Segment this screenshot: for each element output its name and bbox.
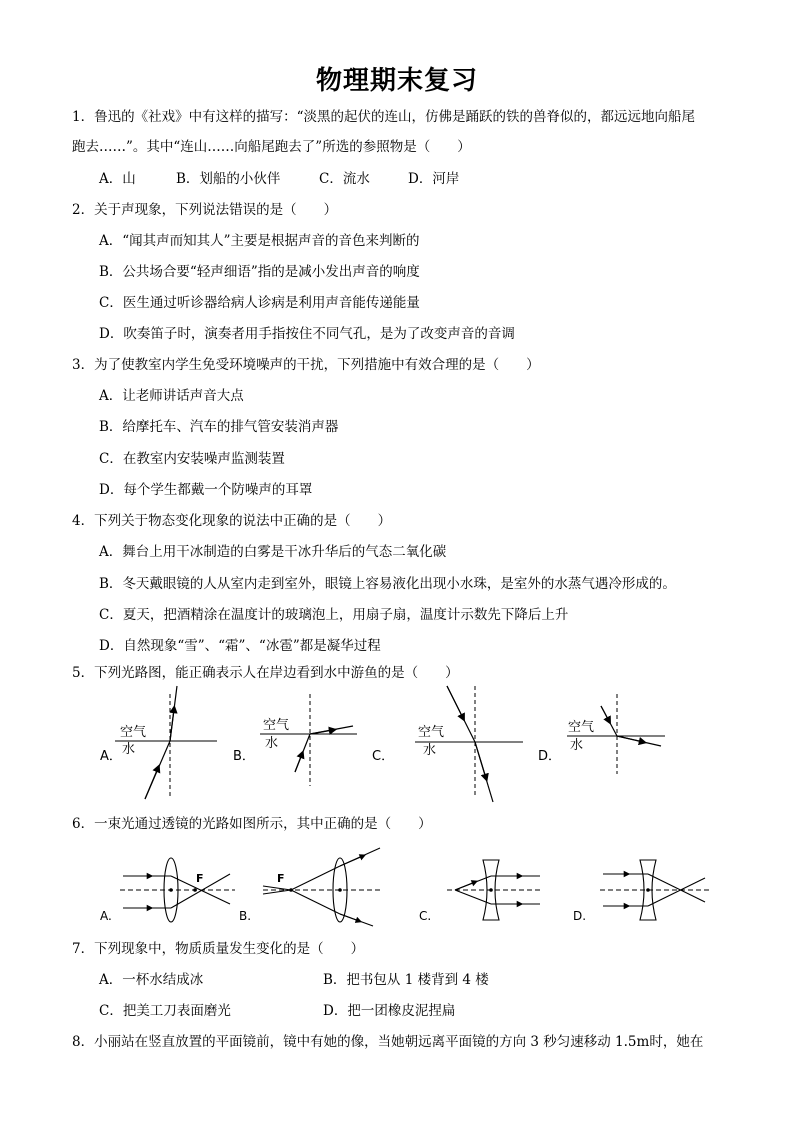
- q7-option-b: B．把书包从 1 楼背到 4 楼: [323, 972, 489, 988]
- q5-diagram-c: [372, 686, 523, 802]
- q4-option-d: D．自然现象“雪”、“霜”、“冰雹”都是凝华过程: [99, 638, 381, 654]
- q5-label-d: D．: [538, 749, 562, 764]
- q5-a-water-label: 水: [122, 742, 136, 757]
- q1-stem-line1: 1．鲁迅的《社戏》中有这样的描写：“淡黑的起伏的连山，仿佛是踊跃的铁的兽脊似的，都远远地向船尾: [72, 109, 695, 125]
- q3-stem: 3．为了使教室内学生免受环境噪声的干扰，下列措施中有效合理的是（ ）: [72, 357, 540, 373]
- q1-option-a: A．山: [99, 171, 136, 187]
- q6-label-a: A.: [100, 909, 112, 923]
- q1-option-d: D．河岸: [408, 171, 460, 187]
- q4-option-b: B．冬天戴眼镜的人从室内走到室外，眼镜上容易液化出现小水珠，是室外的水蒸气遇冷形成的。: [99, 576, 676, 592]
- q5-diagram-a: [100, 686, 217, 799]
- q5-refraction-diagrams: [95, 684, 735, 804]
- q3-option-b: B．给摩托车、汽车的排气管安装消声器: [99, 419, 339, 435]
- q6-b-focus-label: F: [277, 872, 285, 885]
- q6-lens-diagrams: [95, 846, 735, 928]
- q2-option-c: C．医生通过听诊器给病人诊病是利用声音能传递能量: [99, 295, 420, 311]
- q1-stem-line2: 跑去……”。其中“连山……向船尾跑去了”所选的参照物是（ ）: [72, 139, 471, 155]
- q7-option-d: D．把一团橡皮泥捏扁: [323, 1003, 456, 1019]
- q2-stem: 2．关于声现象，下列说法错误的是（ ）: [72, 202, 338, 218]
- q5-label-b: B．: [233, 749, 255, 764]
- q6-diagram-d: [573, 860, 710, 923]
- q5-d-water-label: 水: [570, 738, 584, 753]
- q6-diagram-c: [419, 860, 543, 923]
- q3-option-d: D．每个学生都戴一个防噪声的耳罩: [99, 482, 313, 498]
- q4-option-c: C．夏天，把酒精涂在温度计的玻璃泡上，用扇子扇，温度计示数先下降后上升: [99, 607, 569, 623]
- q1-option-b: B．划船的小伙伴: [176, 171, 281, 187]
- q4-option-a: A．舞台上用干冰制造的白雾是干冰升华后的气态二氧化碳: [99, 544, 447, 560]
- q5-d-air-label: 空气: [568, 720, 595, 735]
- q6-stem: 6．一束光通过透镜的光路如图所示，其中正确的是（ ）: [72, 816, 432, 832]
- q6-label-d: D.: [573, 909, 587, 923]
- q8-stem-line1: 8．小丽站在竖直放置的平面镜前，镜中有她的像，当她朝远离平面镜的方向 3 秒匀速移动 1.5m时，她在: [72, 1034, 704, 1050]
- q3-option-c: C．在教室内安装噪声监测装置: [99, 451, 285, 467]
- q6-diagram-a: [100, 858, 235, 923]
- q7-option-c: C．把美工刀表面磨光: [99, 1003, 231, 1019]
- q4-stem: 4．下列关于物态变化现象的说法中正确的是（ ）: [72, 513, 392, 529]
- q5-b-water-label: 水: [265, 736, 279, 751]
- page-title: 物理期末复习: [315, 66, 478, 96]
- q5-stem: 5．下列光路图，能正确表示人在岸边看到水中游鱼的是（ ）: [72, 665, 459, 681]
- q2-option-b: B．公共场合要“轻声细语”指的是减小发出声音的响度: [99, 264, 420, 280]
- q6-label-c: C.: [419, 909, 432, 923]
- q5-diagram-b: [233, 694, 357, 786]
- q7-stem: 7．下列现象中，物质质量发生变化的是（ ）: [72, 941, 365, 957]
- q6-a-focus-label: F: [196, 872, 204, 885]
- q5-label-a: A．: [100, 749, 122, 764]
- q2-option-a: A．“闻其声而知其人”主要是根据声音的音色来判断的: [99, 233, 420, 249]
- q2-option-d: D．吹奏笛子时，演奏者用手指按住不同气孔，是为了改变声音的音调: [99, 326, 515, 342]
- q7-option-a: A．一杯水结成冰: [99, 972, 204, 988]
- q5-c-water-label: 水: [423, 743, 437, 758]
- q6-diagram-b: [239, 848, 380, 926]
- q3-option-a: A．让老师讲话声音大点: [99, 388, 244, 404]
- q6-label-b: B.: [239, 909, 252, 923]
- q5-label-c: C．: [372, 749, 395, 764]
- q5-b-air-label: 空气: [263, 718, 290, 733]
- q5-a-air-label: 空气: [120, 725, 147, 740]
- q1-option-c: C．流水: [319, 171, 370, 187]
- q5-c-air-label: 空气: [418, 725, 445, 740]
- q5-diagram-d: [538, 694, 665, 774]
